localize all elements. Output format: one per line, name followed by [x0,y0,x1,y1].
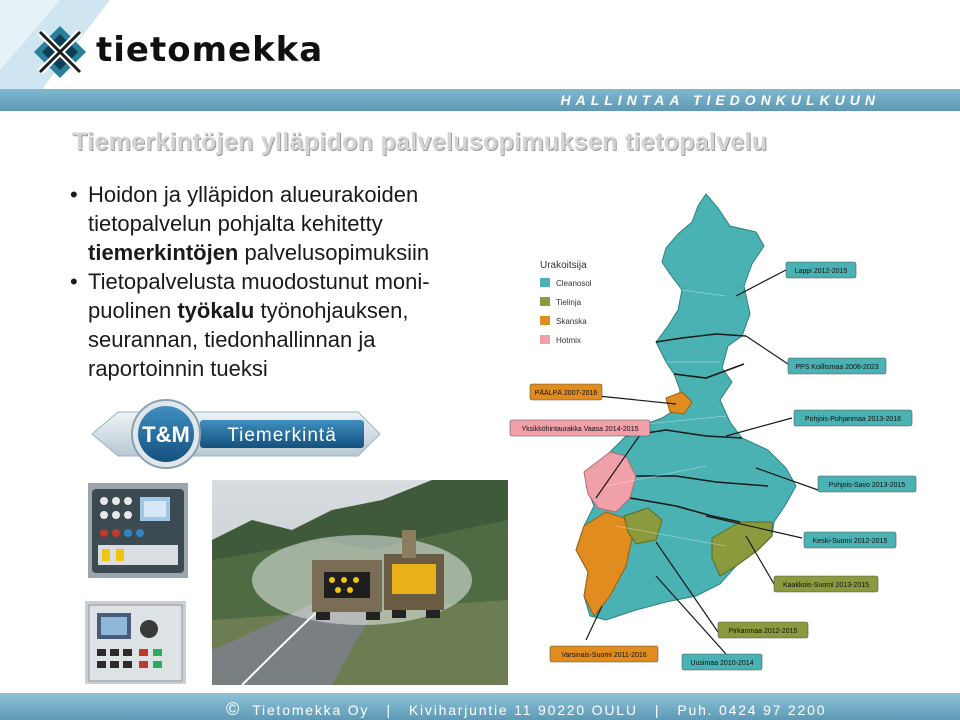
map-legend [540,260,592,345]
legend-label: Hotmix [556,336,581,345]
bullet-line: seurannan, tiedonhallinnan ja [88,327,376,352]
bullet-line: Tietopalvelusta muodostunut moni- [88,269,430,294]
region-label: Kaakkois-Suomi 2013-2015 [783,582,869,589]
bullet-line: tietopalvelun pohjalta kehitetty [88,211,383,236]
region-label: Varsinais-Suomi 2011-2016 [561,652,647,659]
bullet-item [68,180,508,267]
region-label: PÄÄLPÄ 2007-2016 [534,390,598,397]
logo-wordmark: tietomekka [96,30,324,70]
legend-label: Skanska [556,317,587,326]
legend-swatch [540,316,550,325]
bullet-bold: työkalu [177,298,255,323]
slide-title: Tiemerkintöjen ylläpidon palvelusopimuksen tietopalvelu [72,128,768,156]
device-panel-photo [85,601,186,684]
header-slogan: HALLINTAA TIEDONKULKUUN [560,92,880,108]
legend-swatch [540,278,550,287]
bullet-list [68,180,508,383]
road-marking-trucks-photo [212,480,508,685]
bullet-bold: tiemerkintöjen [88,240,239,265]
legend-label: Cleanosol [556,279,592,288]
region-label: Yksikköhintaurakka Vaasa 2014-2015 [521,426,639,433]
tm-text: Tiemerkintä [227,425,337,446]
region-label: Lappi 2012-2015 [794,268,848,275]
tm-tiemerkinta-logo [88,398,384,470]
legend-swatch [540,297,550,306]
footer-company: Tietomekka Oy [252,702,370,718]
bullet-line: työnohjauksen, [254,298,409,323]
region-label: Uusimaa 2010-2014 [690,660,754,667]
copyright-icon: © [226,699,242,719]
control-panel-photo [88,483,188,578]
footer-address: Kiviharjuntie 11 90220 OULU [408,702,638,718]
footer-phone: Puh. 0424 97 2200 [677,702,827,718]
finland-contract-map [506,186,960,676]
bullet-line: Hoidon ja ylläpidon alueurakoiden [88,182,419,207]
bullet-item [68,267,508,383]
region-label: Pohjois-Savo 2013-2015 [828,482,906,489]
legend-swatch [540,335,550,344]
bullet-line: puolinen [88,298,178,323]
region-label: Pohjois-Pohjanmaa 2013-2016 [804,416,902,423]
footer-contact [226,699,826,720]
tm-mark: T&M [142,422,190,447]
bullet-line: palvelusopimuksiin [238,240,430,265]
bullet-line: raportoinnin tueksi [88,356,268,381]
region-label: Keski-Suomi 2012-2015 [812,538,888,545]
region-label: Pirkanmaa 2012-2015 [728,628,798,635]
footer-separator: | [654,702,661,718]
footer-separator: | [386,702,392,718]
legend-label: Tielinja [556,298,582,307]
legend-title: Urakoitsija [540,260,587,271]
region-label: PPS Koillismaa 2008-2023 [795,364,879,371]
